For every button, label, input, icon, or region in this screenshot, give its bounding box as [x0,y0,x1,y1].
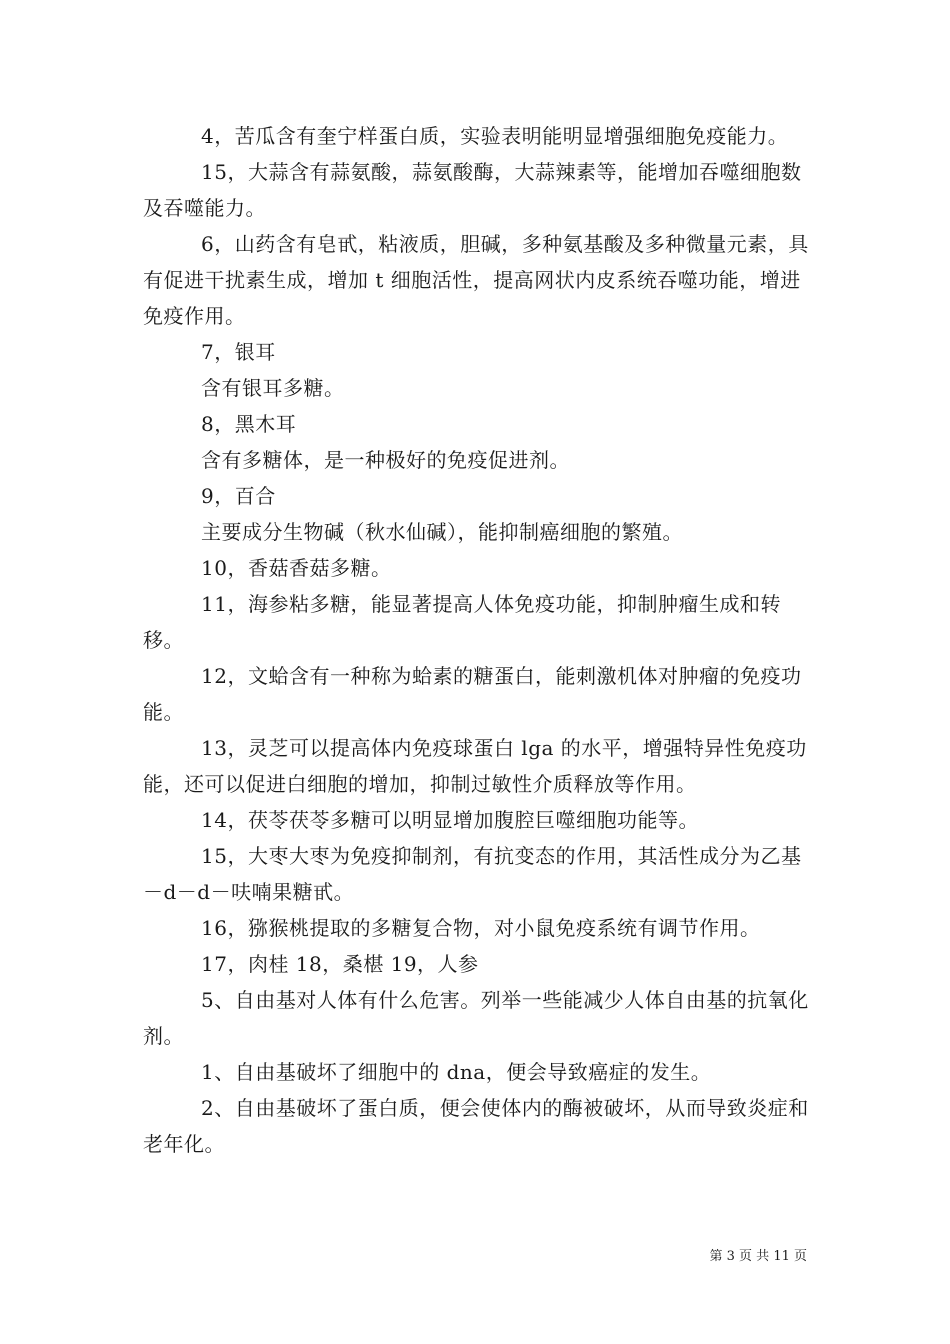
paragraph-garlic: 15，大蒜含有蒜氨酸，蒜氨酸酶，大蒜辣素等，能增加吞噬细胞数及吞噬能力。 [143,160,802,220]
paragraph-black-fungus-body: 含有多糖体，是一种极好的免疫促进剂。 [201,448,570,472]
paragraph-sea-cucumber: 11，海参粘多糖，能显著提高人体免疫功能，抑制肿瘤生成和转移。 [143,592,781,652]
paragraph-shiitake: 10，香菇香菇多糖。 [201,556,392,580]
paragraph-jujube: 15，大枣大枣为免疫抑制剂，有抗变态的作用，其活性成分为乙基－d－d－呋喃果糖甙。 [143,844,802,904]
paragraph-bitter-melon: 4，苦瓜含有奎宁样蛋白质，实验表明能明显增强细胞免疫能力。 [201,124,789,148]
paragraph-question-free-radicals: 5、自由基对人体有什么危害。列举一些能减少人体自由基的抗氧化剂。 [143,988,809,1048]
paragraph-tremella-heading: 7，银耳 [201,340,276,364]
document-body [143,118,813,1162]
paragraph-answer-dna: 1、自由基破坏了细胞中的 dna，便会导致癌症的发生。 [201,1060,712,1084]
paragraph-black-fungus-heading: 8，黑木耳 [201,412,297,436]
paragraph-kiwi: 16，猕猴桃提取的多糖复合物，对小鼠免疫系统有调节作用。 [201,916,761,940]
paragraph-ganoderma: 13，灵芝可以提高体内免疫球蛋白 lga 的水平，增强特异性免疫功能，还可以促进白细胞的增加，抑制过敏性介质释放等作用。 [143,736,807,796]
paragraph-answer-protein: 2、自由基破坏了蛋白质，便会使体内的酶被破坏，从而导致炎症和老年化。 [143,1096,809,1156]
paragraph-poria: 14，茯苓茯苓多糖可以明显增加腹腔巨噬细胞功能等。 [201,808,699,832]
page-number-footer: 第 3 页 共 11 页 [709,1249,807,1264]
paragraph-lily-body: 主要成分生物碱（秋水仙碱），能抑制癌细胞的繁殖。 [201,520,683,544]
paragraph-cinnamon-mulberry-ginseng: 17，肉桂 18，桑椹 19，人参 [201,952,479,976]
paragraph-tremella-body: 含有银耳多糖。 [201,376,345,400]
paragraph-clam: 12，文蛤含有一种称为蛤素的糖蛋白，能刺激机体对肿瘤的免疫功能。 [143,664,802,724]
paragraph-lily-heading: 9，百合 [201,484,276,508]
paragraph-yam: 6，山药含有皂甙，粘液质，胆碱，多种氨基酸及多种微量元素，具有促进干扰素生成，增加 t 细胞活性，提高网状内皮系统吞噬功能，增进免疫作用。 [143,232,809,328]
